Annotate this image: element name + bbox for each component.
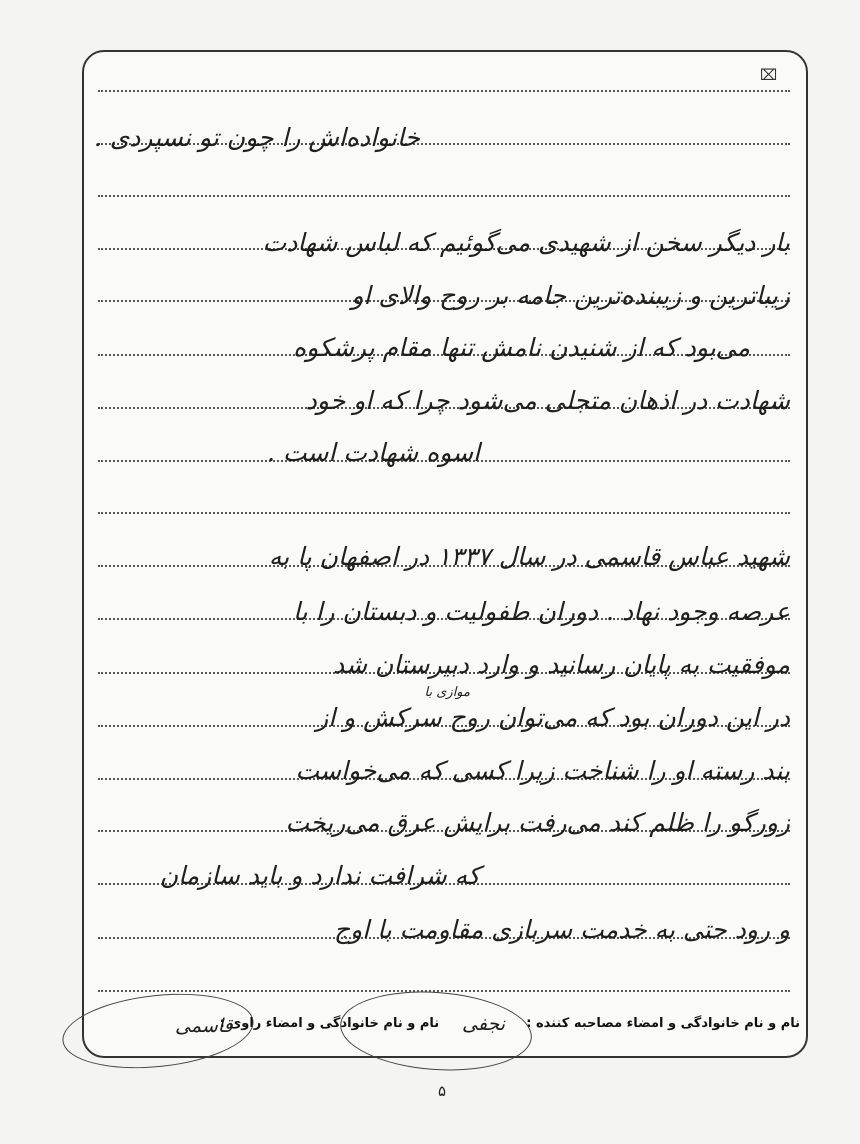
handwritten-line-2: بار دیگر سخن از شهیدی می‌گوئیم که لباس شهادت	[262, 228, 790, 257]
narrator-signature: قاسمی	[175, 1015, 233, 1037]
handwritten-line-6: اسوه شهادت است .	[267, 438, 480, 467]
handwritten-line-8: عرصه وجود نهاد . دوران طفولیت و دبستان را با	[293, 597, 790, 626]
narrator-label: نام و نام خانوادگی و امضاء راوی :	[219, 1016, 440, 1031]
handwritten-line-13: که شرافت ندارد و باید سازمان	[159, 861, 480, 890]
handwritten-line-9: موفقیت به پایان رسانید و وارد دبیرستان شد	[332, 650, 790, 679]
handwritten-line-4: می‌بود که از شنیدن نامش تنها مقام پرشکوه	[293, 333, 750, 362]
handwritten-line-5: شهادت در اذهان متجلی می‌شود چرا که او خود	[305, 386, 790, 415]
ruled-line	[98, 512, 790, 514]
handwritten-line-14: و رود حتی به خدمت سربازی مقاومت با اوج	[334, 915, 790, 944]
corner-mark: ⌧	[760, 66, 778, 84]
handwritten-line-12: زورگو را ظلم کند می‌رفت برایش عرق می‌ریخت	[285, 808, 790, 837]
ruled-line	[98, 195, 790, 197]
ruled-line	[98, 90, 790, 92]
handwritten-line-11: بند رسته او را شناخت زیرا کسی که می‌خواست	[295, 756, 790, 785]
handwritten-insert: موازی با	[424, 685, 470, 700]
handwritten-line-10: در این دوران بود که می‌توان روح سرکش و از	[316, 703, 790, 732]
interviewer-signature: نجفی	[462, 1013, 506, 1035]
handwritten-line-1: خانواده‌اش را چون تو نسپردی .	[93, 123, 420, 152]
interviewer-label: نام و نام خانوادگی و امضاء مصاحبه کننده :	[526, 1016, 800, 1031]
page-number: ۵	[438, 1082, 447, 1100]
handwritten-line-3: زیباترین و زیبنده‌ترین جامه بر روح والای او	[351, 281, 790, 310]
handwritten-line-7: شهید عباس قاسمی در سال ۱۳۳۷ در اصفهان پا به	[268, 542, 790, 571]
